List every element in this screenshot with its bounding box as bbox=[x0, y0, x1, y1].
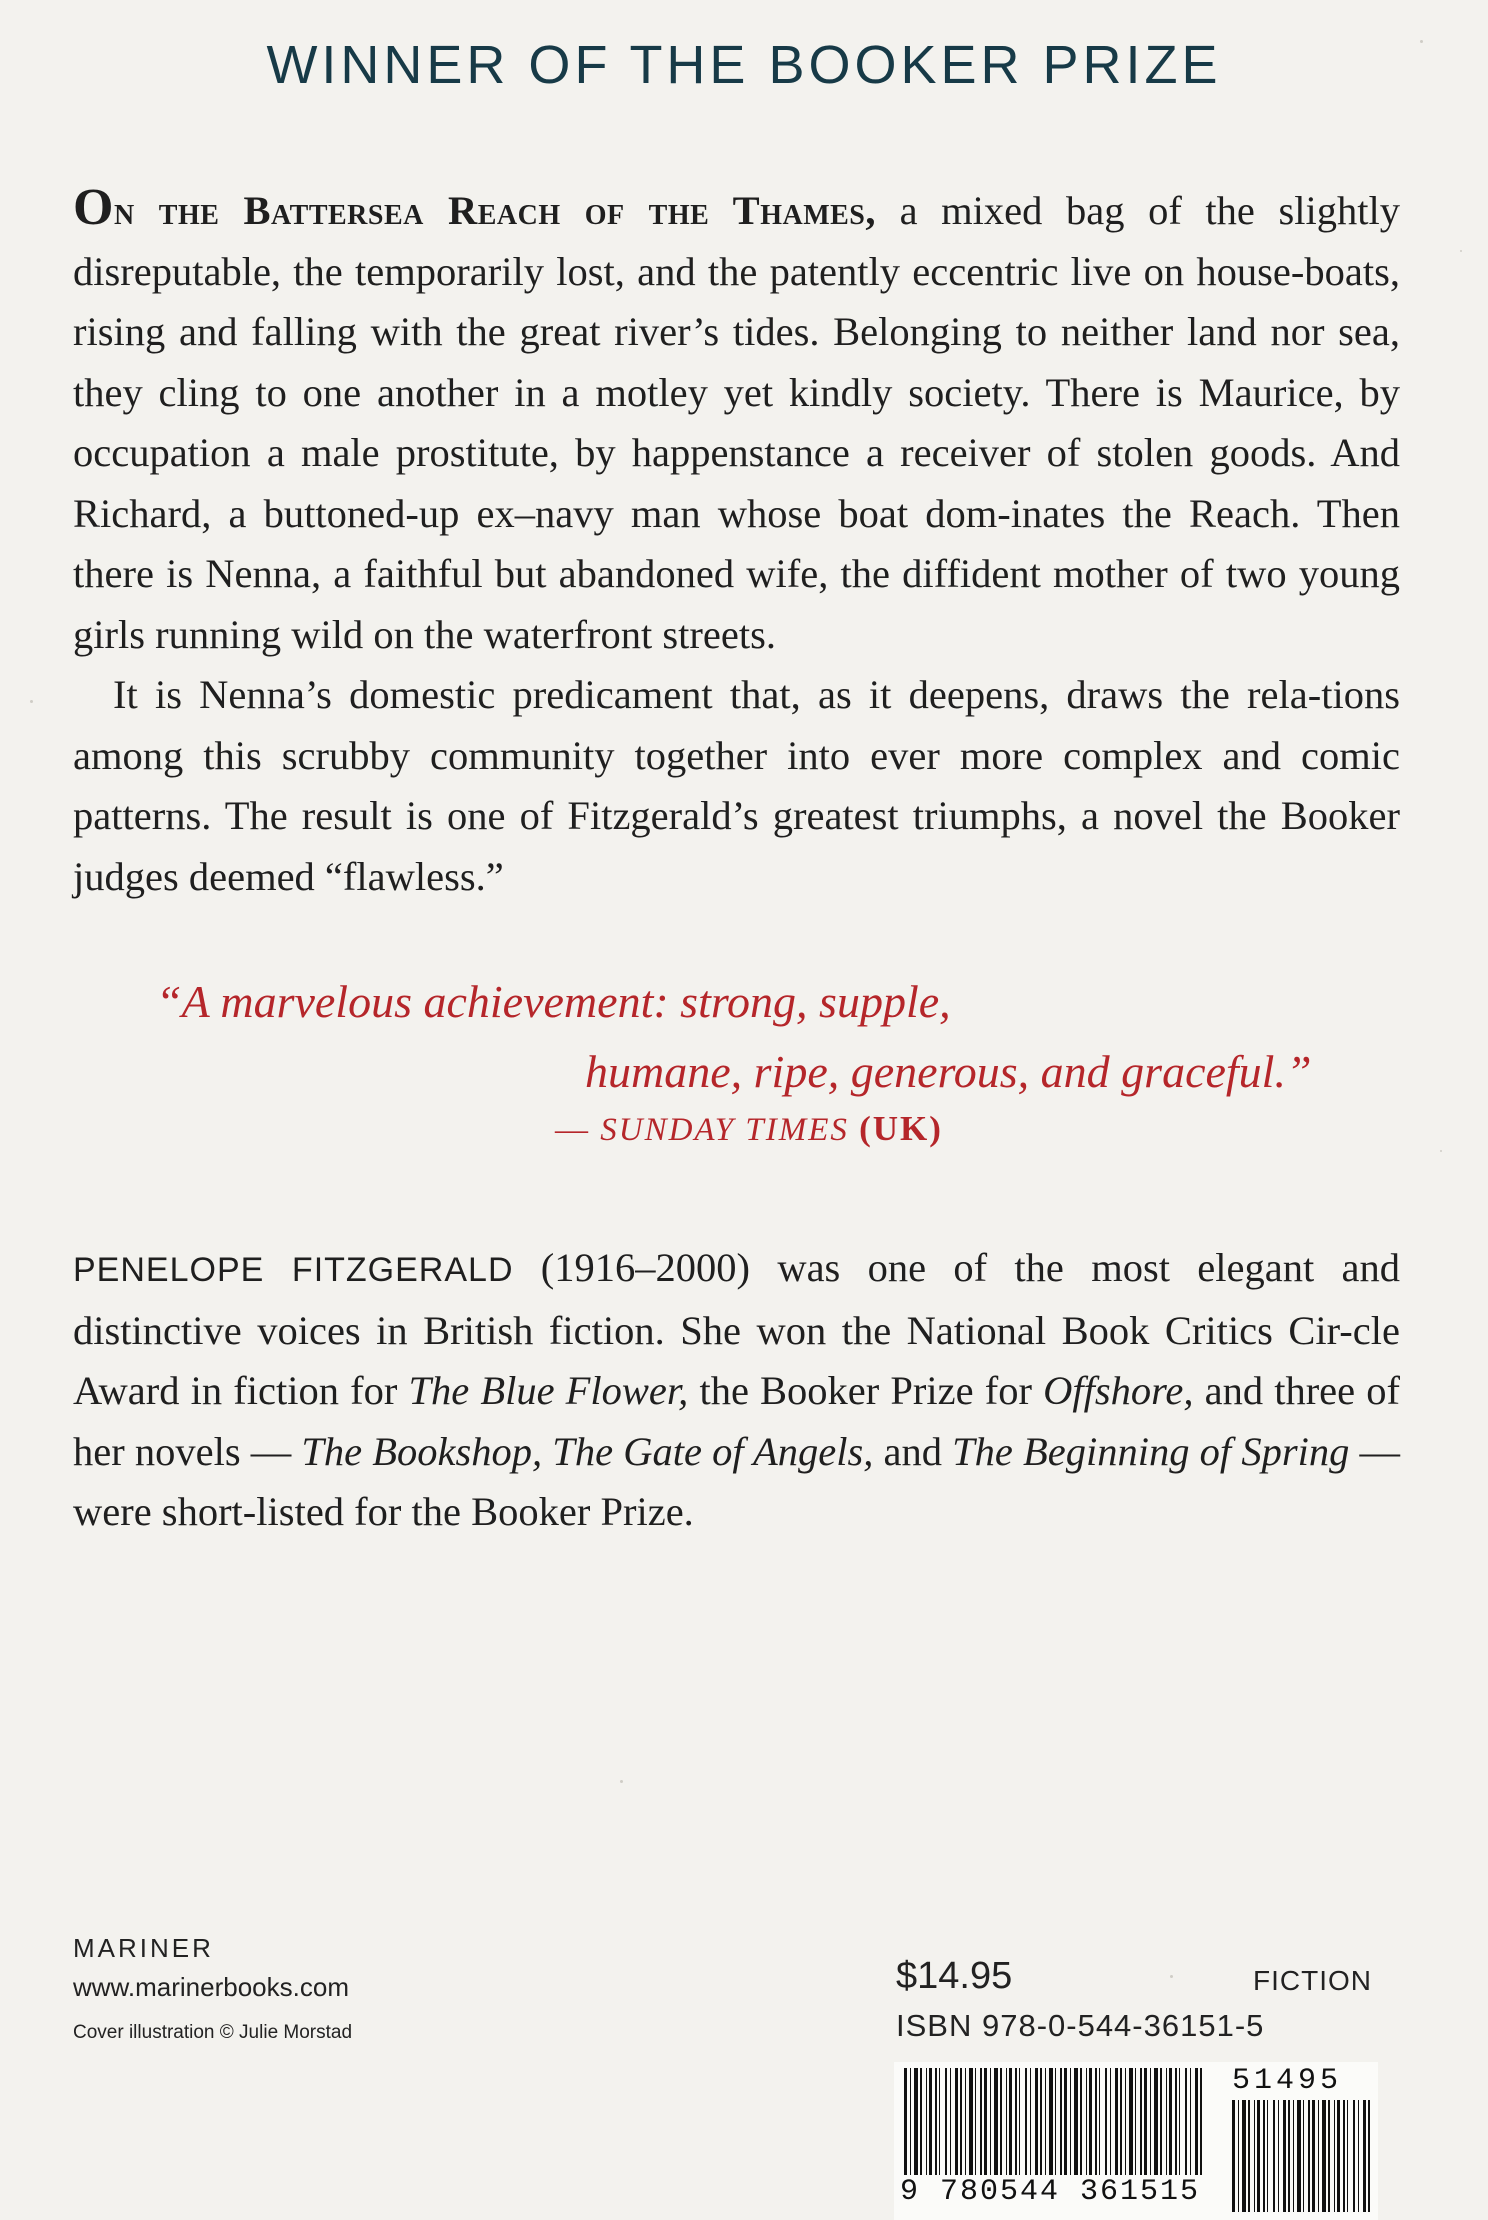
barcode-bar bbox=[1179, 2068, 1180, 2184]
barcode-bars bbox=[904, 2068, 1204, 2184]
barcode-bar bbox=[1185, 2068, 1187, 2184]
quote-region: (UK) bbox=[859, 1109, 943, 1148]
barcode-bar bbox=[1120, 2068, 1122, 2184]
barcode-bar bbox=[1115, 2068, 1118, 2184]
addon-digits: 51495 bbox=[1232, 2064, 1343, 2098]
addon-bars bbox=[1232, 2100, 1372, 2212]
barcode-bar bbox=[1169, 2068, 1172, 2184]
barcode-bar bbox=[1200, 2068, 1202, 2184]
barcode-bar bbox=[939, 2068, 940, 2184]
barcode-bar bbox=[1328, 2100, 1330, 2212]
bio-text-3: and three of her novels — bbox=[73, 1368, 1401, 1474]
barcode-bar bbox=[945, 2068, 947, 2184]
barcode-bar bbox=[1135, 2068, 1136, 2184]
barcode-bar bbox=[1273, 2100, 1275, 2212]
barcode-bar bbox=[1312, 2100, 1315, 2212]
barcode-bar bbox=[1064, 2068, 1067, 2184]
barcode-bar bbox=[994, 2068, 998, 2184]
barcode-bar bbox=[1154, 2068, 1158, 2184]
barcode-bar bbox=[1009, 2068, 1012, 2184]
barcode-bar bbox=[1160, 2068, 1162, 2184]
barcode-bar bbox=[1358, 2100, 1359, 2212]
barcode-bar bbox=[969, 2068, 973, 2184]
barcode-bar bbox=[1363, 2100, 1366, 2212]
author-bio bbox=[73, 1238, 1400, 1543]
barcode bbox=[894, 2062, 1378, 2220]
barcode-bar bbox=[1095, 2068, 1097, 2184]
barcode-bar bbox=[1288, 2100, 1290, 2212]
quote-dash: — bbox=[555, 1112, 601, 1148]
barcode-bar bbox=[1040, 2068, 1042, 2184]
barcode-bar bbox=[965, 2068, 966, 2184]
barcode-bar bbox=[904, 2068, 907, 2184]
barcode-bar bbox=[1303, 2100, 1304, 2212]
barcode-bar bbox=[1045, 2068, 1046, 2184]
barcode-bar bbox=[1030, 2068, 1031, 2184]
blurb bbox=[73, 178, 1400, 907]
barcode-bar bbox=[1248, 2100, 1250, 2212]
barcode-bar bbox=[1232, 2100, 1235, 2212]
blurb-lead bbox=[73, 179, 876, 236]
barcode-bar bbox=[1254, 2100, 1255, 2212]
barcode-bar bbox=[1195, 2068, 1198, 2184]
blurb-paragraph-1 bbox=[73, 178, 1400, 665]
bio-text-2: the Booker Prize for bbox=[688, 1368, 1044, 1413]
quote-source: SUNDAY TIMES bbox=[600, 1112, 849, 1148]
barcode-bar bbox=[1175, 2068, 1177, 2184]
blurb-lead-initial: O bbox=[73, 179, 114, 236]
bio-text-1: (1916–2000) was one of the most elegant and distinctive voices in British fiction. She won the National Book Critics Cir-cle Award in fiction for bbox=[73, 1245, 1400, 1413]
cover-credit: Cover illustration © Julie Morstad bbox=[73, 2022, 353, 2043]
barcode-bar bbox=[1105, 2068, 1107, 2184]
barcode-bar bbox=[1347, 2100, 1348, 2212]
barcode-bar bbox=[1000, 2068, 1002, 2184]
headline: WINNER OF THE BOOKER PRIZE bbox=[266, 35, 1222, 95]
publisher-website: www.marinerbooks.com bbox=[73, 1972, 349, 2002]
isbn: ISBN 978-0-544-36151-5 bbox=[896, 2008, 1265, 2043]
barcode-bar bbox=[1283, 2100, 1286, 2212]
barcode-bar bbox=[1368, 2100, 1370, 2212]
barcode-bar bbox=[1308, 2100, 1310, 2212]
barcode-bar bbox=[1267, 2100, 1268, 2212]
barcode-bar bbox=[1006, 2068, 1007, 2184]
barcode-bar bbox=[1019, 2068, 1020, 2184]
blurb-lead-rest: n the Battersea Reach of the Thames, bbox=[113, 188, 876, 233]
barcode-bar bbox=[1099, 2068, 1100, 2184]
barcode-bar bbox=[1070, 2068, 1071, 2184]
barcode-bar bbox=[1074, 2068, 1078, 2184]
barcode-bar bbox=[1242, 2100, 1246, 2212]
barcode-bar bbox=[960, 2068, 962, 2184]
barcode-bar bbox=[1257, 2100, 1260, 2212]
book-titles-bookshop-gate: The Bookshop, The Gate of Angels, bbox=[301, 1428, 874, 1474]
barcode-bar bbox=[935, 2068, 937, 2184]
book-title-blue-flower: The Blue Flower, bbox=[408, 1368, 689, 1413]
barcode-bar bbox=[1055, 2068, 1056, 2184]
barcode-bar bbox=[1238, 2100, 1239, 2212]
barcode-bar bbox=[926, 2068, 927, 2184]
barcode-bar bbox=[1278, 2100, 1279, 2212]
quote-line-2: humane, ripe, generous, and graceful.” bbox=[585, 1046, 1312, 1097]
barcode-bar bbox=[1086, 2068, 1087, 2184]
barcode-bar bbox=[1060, 2068, 1062, 2184]
barcode-bar bbox=[1190, 2068, 1191, 2184]
barcode-bar bbox=[1089, 2068, 1092, 2184]
barcode-bar bbox=[1318, 2100, 1319, 2212]
barcode-bar bbox=[1322, 2100, 1326, 2212]
barcode-bar bbox=[1035, 2068, 1038, 2184]
barcode-digits: 9 780544 361515 bbox=[900, 2175, 1201, 2209]
barcode-bar bbox=[1110, 2068, 1111, 2184]
barcode-bar bbox=[1080, 2068, 1082, 2184]
barcode-bar bbox=[929, 2068, 932, 2184]
author-name: PENELOPE FITZGERALD bbox=[73, 1251, 514, 1289]
barcode-bar bbox=[1297, 2100, 1301, 2212]
barcode-bar bbox=[955, 2068, 958, 2184]
blurb-paragraph-2: It is Nenna’s domestic predicament that, as it deepens, draws the rela-tions among this scrubby community together into ever more complex and comic patterns. The result is one of Fitzgerald’s greatest triumphs, a novel the Booker judges deemed “flawless.” bbox=[73, 672, 1400, 899]
barcode-bar bbox=[914, 2068, 918, 2184]
barcode-bar bbox=[1166, 2068, 1167, 2184]
book-title-beginning-of-spring: The Beginning of Spring bbox=[952, 1428, 1350, 1474]
barcode-bar bbox=[1293, 2100, 1294, 2212]
barcode-bar bbox=[1150, 2068, 1151, 2184]
barcode-bar bbox=[1049, 2068, 1053, 2184]
publisher-name: MARINER bbox=[73, 1933, 214, 1963]
barcode-bar bbox=[1334, 2100, 1335, 2212]
barcode-bar bbox=[984, 2068, 987, 2184]
barcode-bar bbox=[990, 2068, 991, 2184]
category: FICTION bbox=[1253, 1965, 1372, 1996]
barcode-bar bbox=[910, 2068, 911, 2184]
bio-text-4: and bbox=[873, 1428, 953, 1474]
barcode-bar bbox=[975, 2068, 976, 2184]
barcode-bar bbox=[1144, 2068, 1147, 2184]
barcode-bar bbox=[1343, 2100, 1345, 2212]
barcode-bar bbox=[1337, 2100, 1340, 2212]
barcode-bar bbox=[1140, 2068, 1142, 2184]
barcode-bar bbox=[1125, 2068, 1126, 2184]
barcode-bar bbox=[1025, 2068, 1027, 2184]
book-title-offshore: Offshore, bbox=[1043, 1368, 1194, 1413]
blurb-paragraph-1-text: a mixed bag of the slightly disreputable, the temporarily lost, and the patently eccentric live on house-boats, rising and falling with the great river’s tides. Belonging to neither land nor sea, they cling to one another in a motley yet kindly society. There is Maurice, by occupation a male prostitute, by happenstance a receiver of stolen goods. And Richard, a buttoned-up ex–navy man whose boat dom-inates the Reach. Then there is Nenna, a faithful but abandoned wife, the diffident mother of two young girls running wild on the waterfront streets. bbox=[73, 188, 1400, 657]
barcode-bar bbox=[980, 2068, 982, 2184]
barcode-bar bbox=[1353, 2100, 1355, 2212]
quote-line-1: “A marvelous achievement: strong, supple, bbox=[156, 976, 951, 1027]
quote-attribution bbox=[555, 1109, 943, 1149]
barcode-bar bbox=[950, 2068, 951, 2184]
barcode-bar bbox=[1015, 2068, 1017, 2184]
barcode-bar bbox=[1263, 2100, 1265, 2212]
price: $14.95 bbox=[896, 1955, 1013, 1997]
barcode-bar bbox=[1129, 2068, 1133, 2184]
bio-text-5: — were short-listed for the Booker Prize. bbox=[73, 1428, 1400, 1534]
barcode-bar bbox=[920, 2068, 922, 2184]
